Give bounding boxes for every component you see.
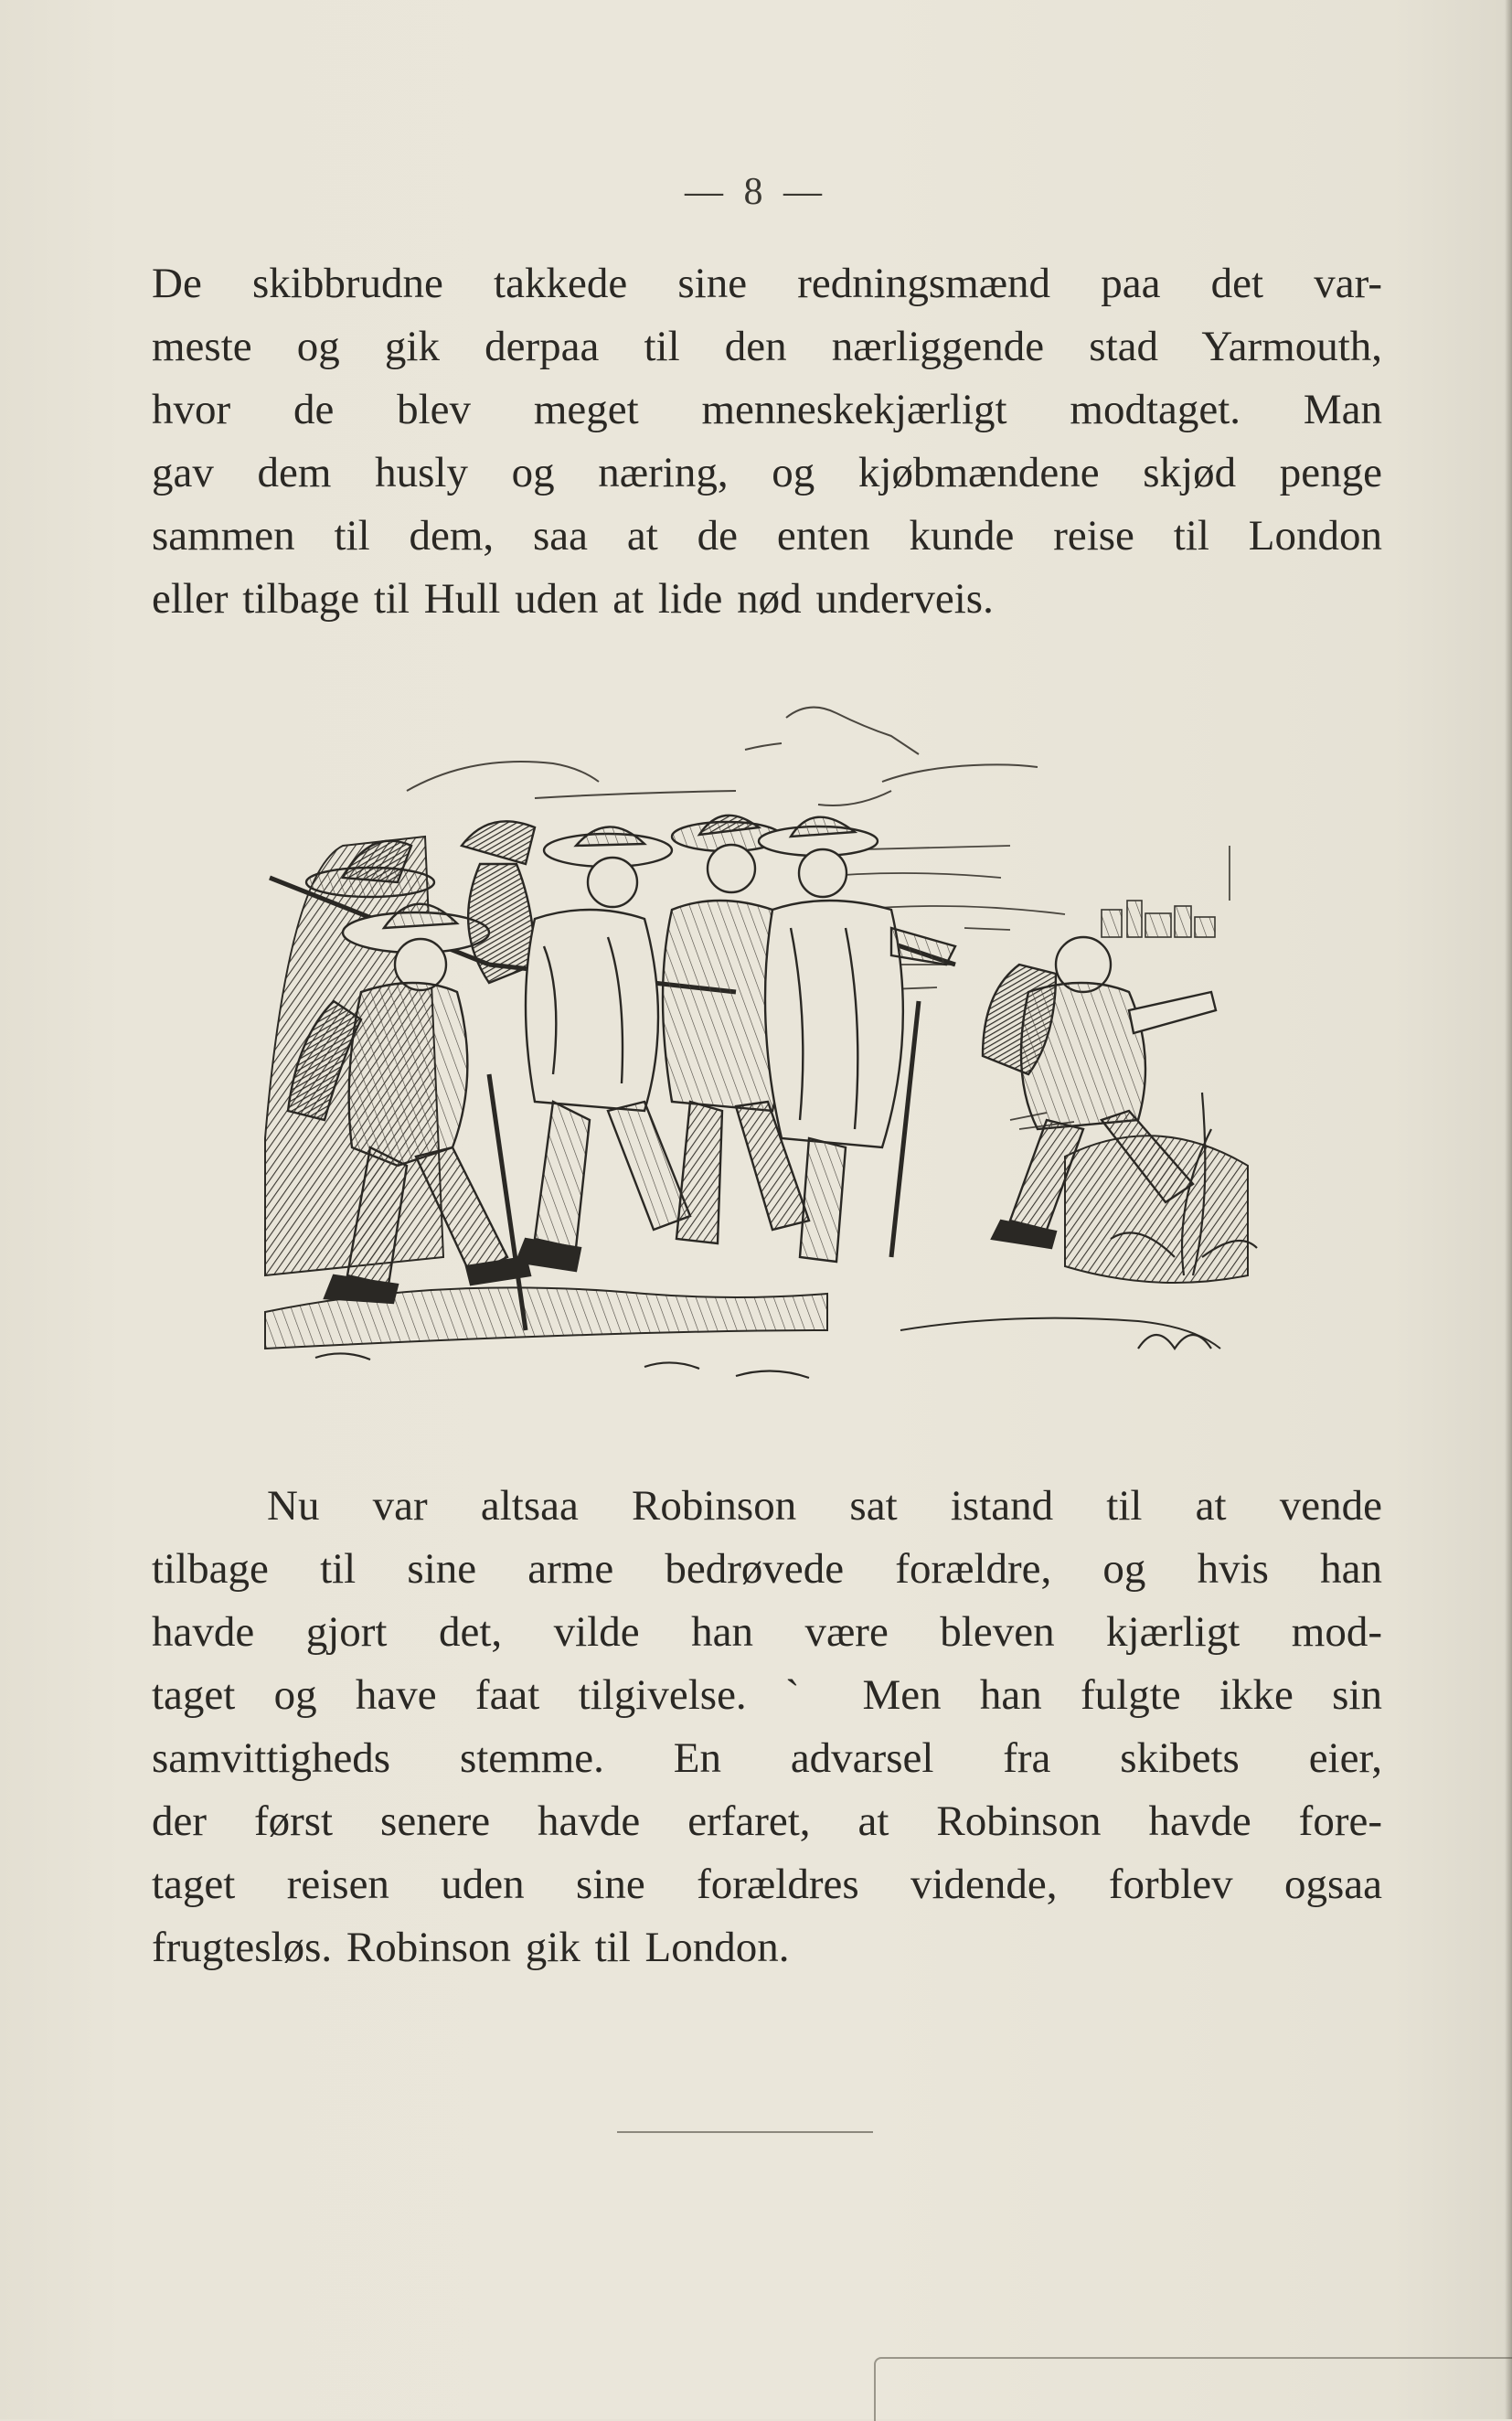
section-end-rule [617,2131,873,2133]
text-line: taget reisen uden sine forældres vidende, forblev ogsaa [152,1861,1382,1908]
text-line: eller tilbage til Hull uden at lide nød underveis. [152,575,994,623]
text-line: der først senere havde erfaret, at Robinson havde fore- [152,1797,1382,1845]
paragraph-robinson-returns [152,1475,1382,1979]
text-line: meste og gik derpaa til den nærliggende stad Yarmouth, [152,323,1382,370]
text-line: samvittigheds stemme. En advarsel fra skibets eier, [152,1734,1382,1782]
text-line: havde gjort det, vilde han være bleven kjærligt mod- [152,1608,1382,1656]
page-edge-shadow [1505,0,1512,2419]
text-line: Nu var altsaa Robinson sat istand til at vende [267,1482,1382,1530]
text-line: hvor de blev meget menneskekjærligt modtaget. Man [152,386,1382,433]
text-line: De skibbrudne takkede sine redningsmænd paa det var- [152,260,1382,307]
traveler-figure-2 [462,821,690,1271]
sky-clouds [407,708,1038,805]
text-line: sammen til dem, saa at de enten kunde reise til London [152,512,1382,560]
text-line: gav dem husly og næring, og kjøbmændene skjød penge [152,449,1382,496]
distant-town [1102,846,1230,937]
text-line: taget og have faat tilgivelse. ˋ Men han fulgte ikke sin [152,1671,1382,1719]
paragraph-shipwrecked [152,252,1382,631]
text-line: frugtesløs. Robinson gik til London. [152,1924,790,1971]
scan-corner-mark [874,2357,1512,2421]
page-number: — 8 — [685,171,827,213]
text-line: tilbage til sine arme bedrøvede forældre, og hvis han [152,1545,1382,1593]
engraving-travelers-illustration [261,690,1266,1422]
